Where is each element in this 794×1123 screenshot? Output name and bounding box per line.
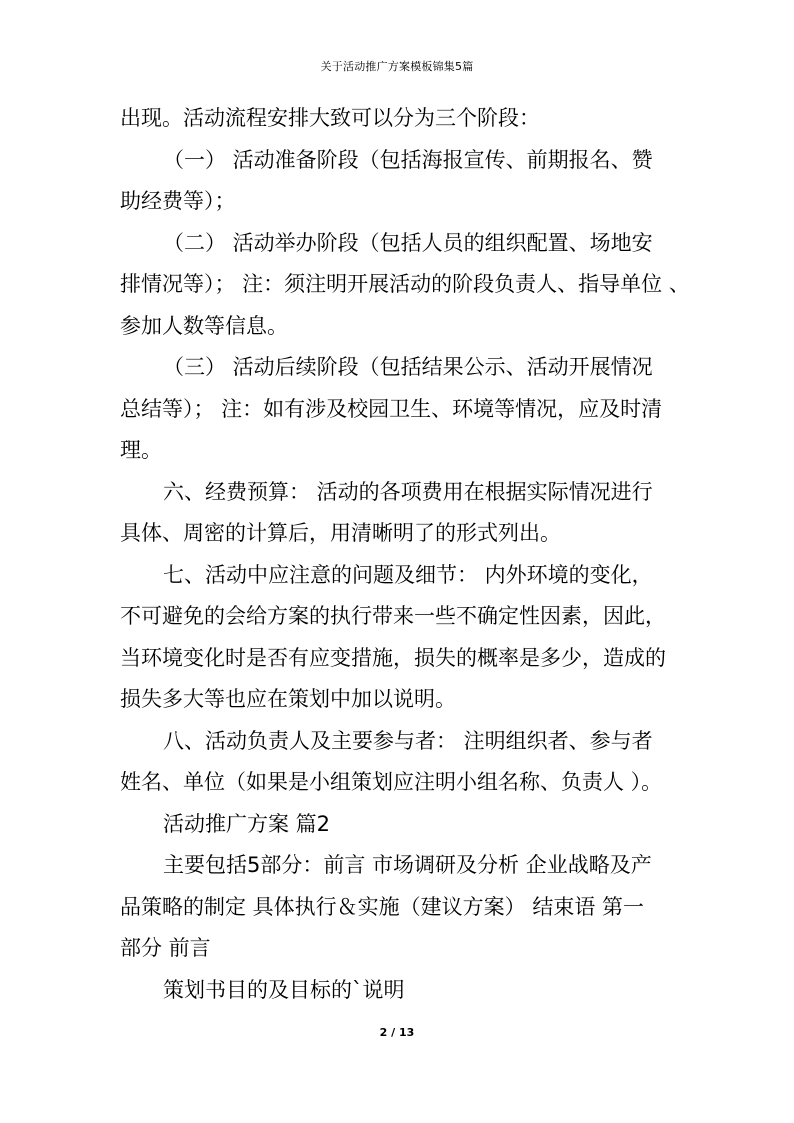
document-header: [0, 60, 794, 74]
body-line: 参加人数等信息。: [120, 313, 288, 338]
body-line: （一） 活动准备阶段（包括海报宣传、前期报名、赞: [163, 147, 653, 172]
page-number: 2 / 13: [379, 1026, 415, 1039]
body-line: 理。: [120, 438, 162, 462]
body-line: 七、活动中应注意的问题及细节： 内外环境的变化，: [163, 562, 653, 587]
body-line: 六、经费预算： 活动的各项费用在根据实际情况进行: [163, 479, 653, 504]
body-line: 当环境变化时是否有应变措施，损失的概率是多少，造成的: [120, 645, 666, 670]
document-body: [120, 98, 690, 1011]
body-line: 八、活动负责人及主要参与者： 注明组织者、参与者: [163, 728, 653, 753]
body-line: 总结等）； 注：如有涉及校园卫生、环境等情况，应及时清: [120, 396, 663, 421]
body-line: 出现。活动流程安排大致可以分为三个阶段：: [120, 106, 540, 130]
body-line: 不可避免的会给方案的执行带来一些不确定性因素，因此，: [120, 604, 666, 628]
body-line: 策划书目的及目标的`说明: [163, 977, 405, 1002]
document-title: 关于活动推广方案模板锦集5篇: [320, 60, 474, 73]
body-line: 排情况等）； 注：须注明开展活动的阶段负责人、指导单位 、: [120, 272, 690, 296]
body-line: 具体、周密的计算后，用清晰明了的形式列出。: [120, 521, 561, 545]
body-line: 主要包括5部分：前言 市场调研及分析 企业战略及产: [163, 853, 652, 877]
body-line: 部分 前言: [120, 936, 211, 960]
body-line: 品策略的制定 具体执行＆实施（建议方案） 结束语 第一: [120, 894, 645, 919]
body-line: （三） 活动后续阶段（包括结果公示、活动开展情况: [163, 355, 653, 379]
body-line: （二） 活动举办阶段（包括人员的组织配置、场地安: [163, 230, 653, 255]
body-line: 姓名、单位（如果是小组策划应注明小组名称、负责人 ）。: [120, 770, 663, 794]
section-heading: 活动推广方案 篇2: [163, 811, 331, 836]
body-line: 助经费等）；: [120, 189, 236, 213]
body-line: 损失多大等也应在策划中加以说明。: [120, 687, 456, 711]
